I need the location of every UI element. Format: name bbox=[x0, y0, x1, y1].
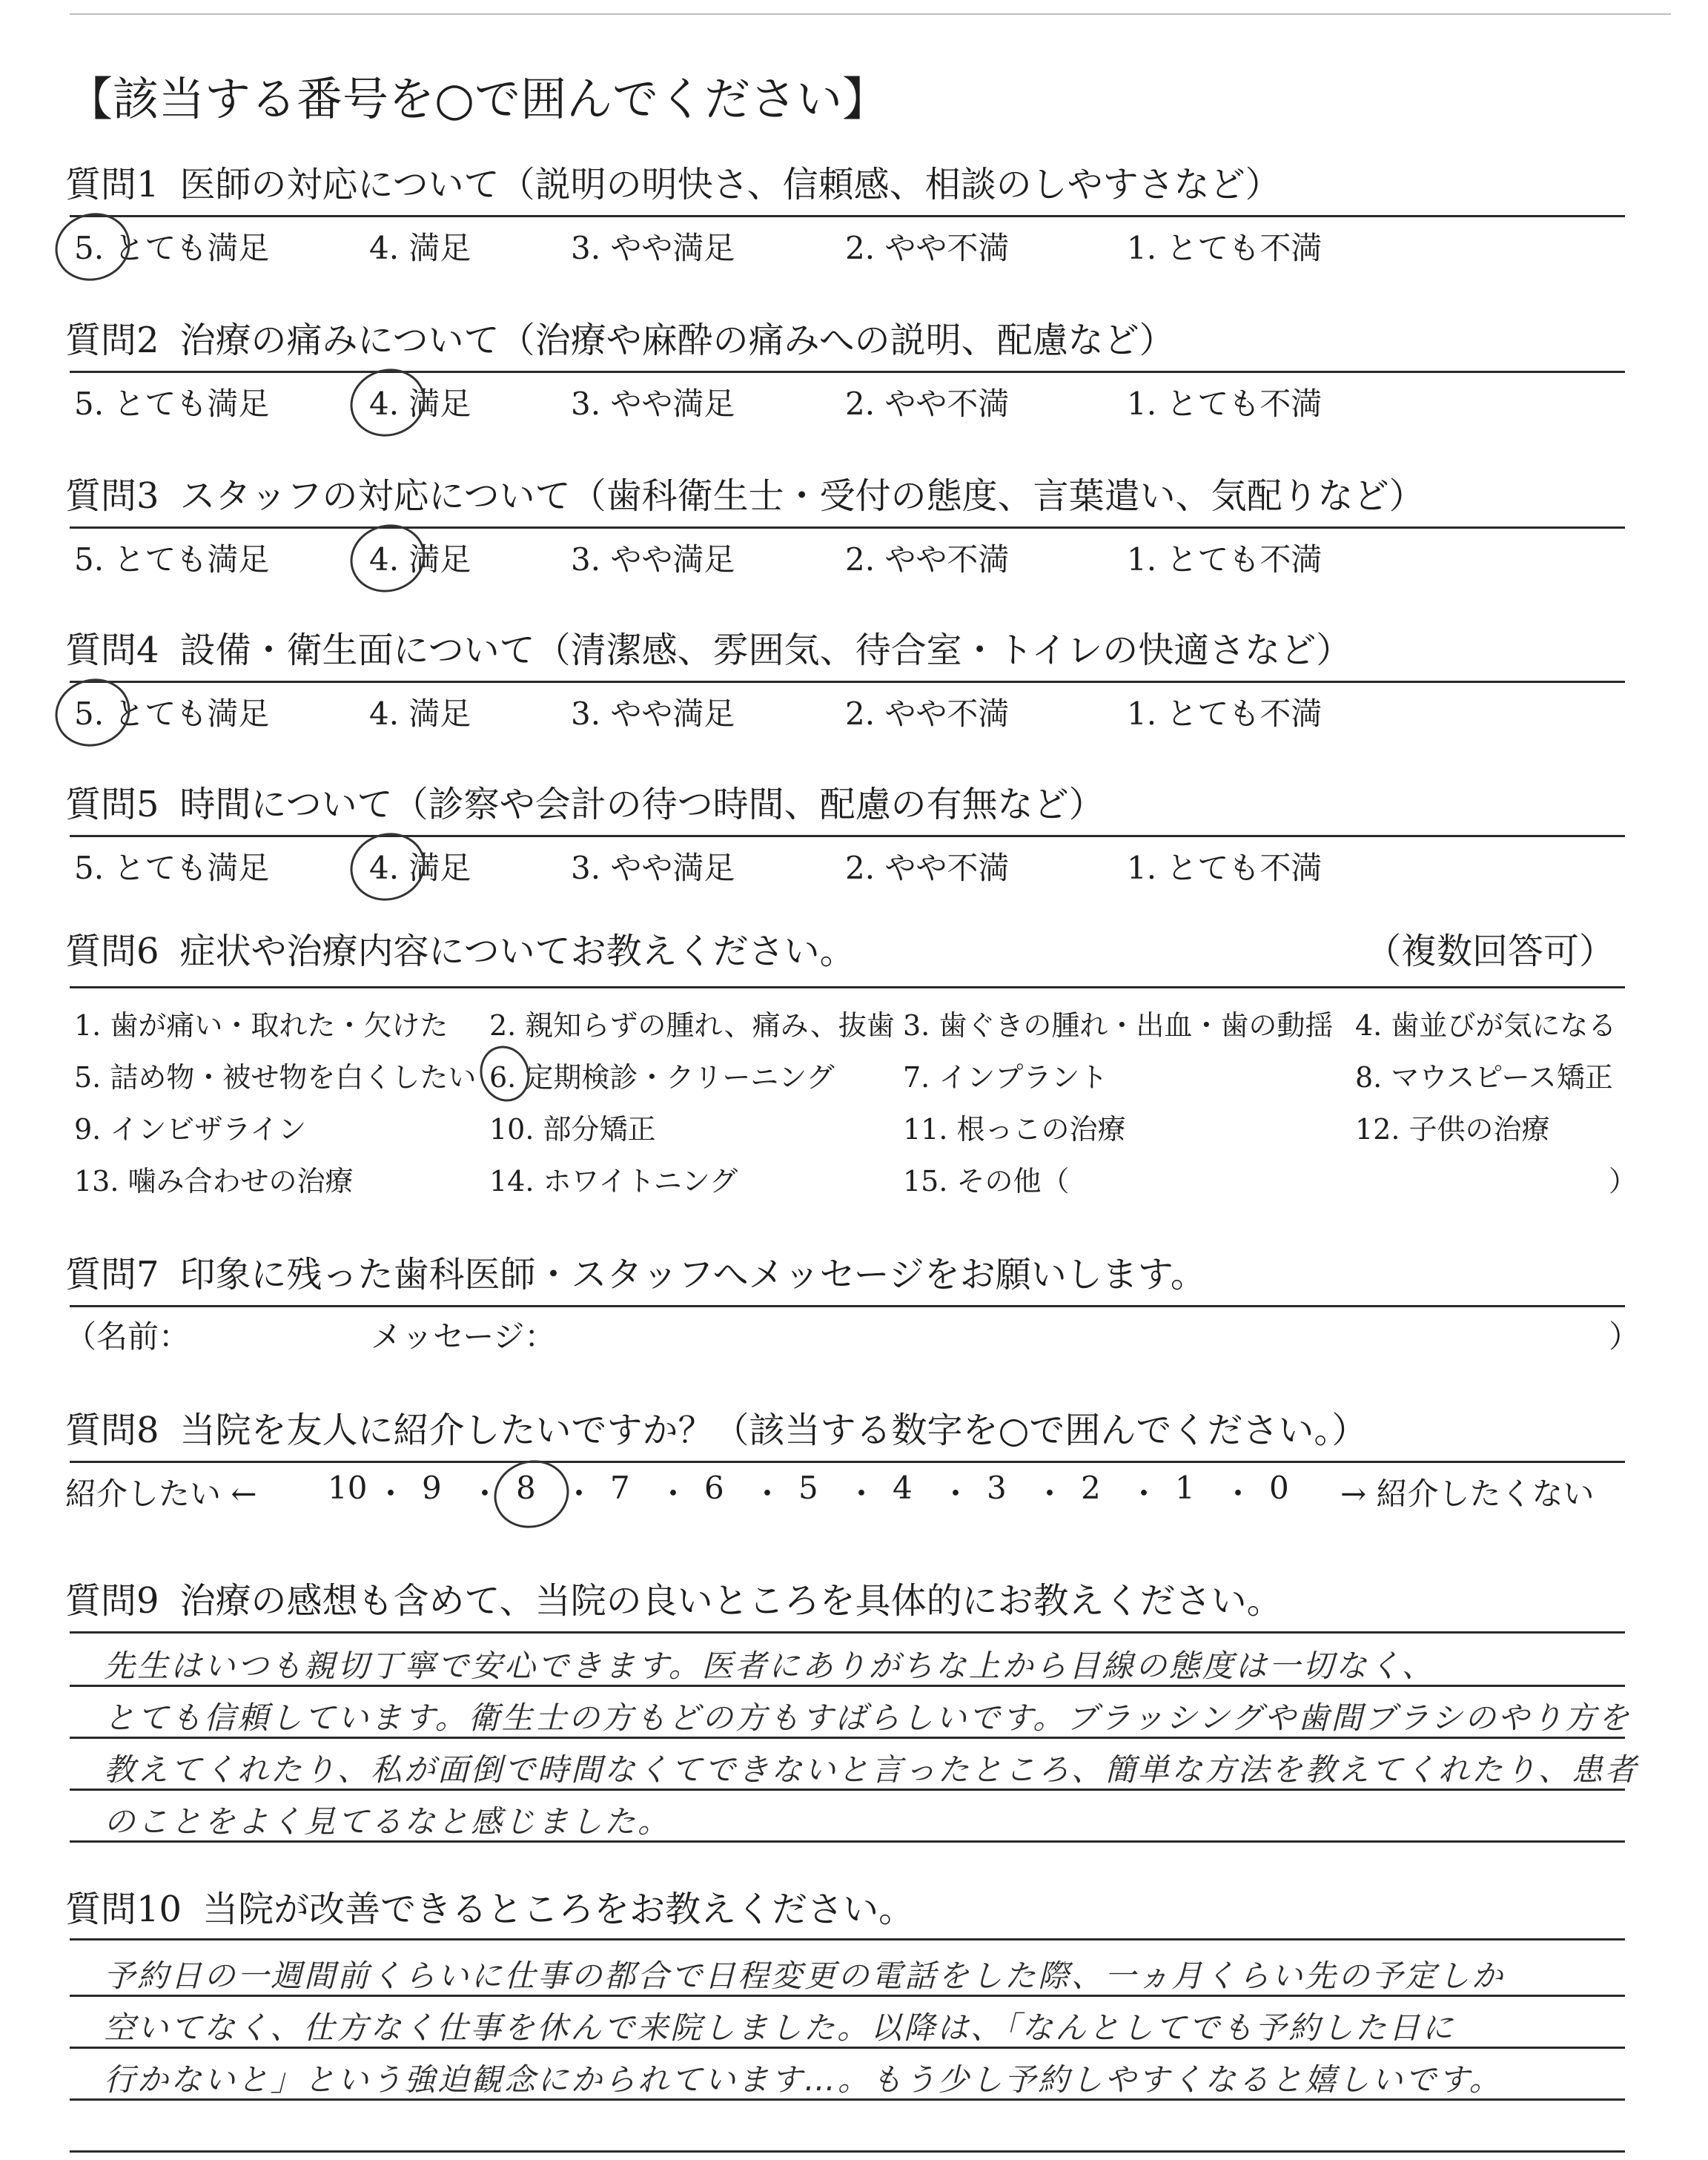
rating-option-1[interactable]: 1. とても不満 bbox=[1127, 541, 1323, 578]
multiple-answer-note: （複数回答可） bbox=[1365, 931, 1615, 972]
scale-separator: ・ bbox=[1222, 1476, 1254, 1512]
rating-options bbox=[0, 380, 1631, 432]
rating-options bbox=[0, 690, 1631, 742]
scale-value[interactable]: 6 bbox=[704, 1470, 724, 1506]
handwritten-answer-line: とても信頼しています。衛生士の方もどの方もすばらしいです。ブラッシングや歯間ブラシのやり方を bbox=[104, 1700, 1632, 1736]
scale-value[interactable]: 3 bbox=[987, 1470, 1007, 1506]
question-title: スタッフの対応について（歯科衛生士・受付の態度、言葉遣い、気配りなど） bbox=[179, 475, 1425, 517]
scale-value[interactable]: 8 bbox=[516, 1470, 536, 1506]
question-7-rule bbox=[70, 1305, 1625, 1307]
rating-option-4[interactable]: 4. 満足 bbox=[369, 696, 471, 732]
symptom-option[interactable]: 10. 部分矯正 bbox=[489, 1113, 656, 1146]
rating-options bbox=[0, 224, 1631, 276]
rating-option-2[interactable]: 2. やや不満 bbox=[845, 386, 1010, 422]
rating-option-2[interactable]: 2. やや不満 bbox=[845, 850, 1010, 886]
rating-option-5[interactable]: 5. とても満足 bbox=[74, 541, 270, 578]
scale-right-label: → 紹介したくない bbox=[1340, 1476, 1595, 1512]
question-8 bbox=[65, 1407, 1637, 1453]
scale-separator: ・ bbox=[846, 1476, 878, 1512]
answer-rule bbox=[70, 2150, 1625, 2153]
question-10 bbox=[65, 1886, 1637, 1932]
symptom-option[interactable]: 14. ホワイトニング bbox=[489, 1165, 738, 1198]
handwritten-answer-line: 教えてくれたり、私が面倒で時間なくてできないと言ったところ、簡単な方法を教えてくれたり、患者 bbox=[104, 1751, 1639, 1788]
rating-option-5[interactable]: 5. とても満足 bbox=[74, 850, 270, 886]
rating-option-5[interactable]: 5. とても満足 bbox=[74, 230, 270, 266]
answer-rule bbox=[70, 2047, 1625, 2049]
scale-value[interactable]: 0 bbox=[1269, 1470, 1289, 1506]
name-label: （名前： bbox=[65, 1318, 191, 1355]
rating-option-4[interactable]: 4. 満足 bbox=[369, 386, 471, 422]
question-number: 質問6 bbox=[65, 931, 159, 972]
question-9 bbox=[65, 1578, 1637, 1624]
answer-rule bbox=[70, 1840, 1625, 1843]
rating-option-3[interactable]: 3. やや満足 bbox=[571, 230, 735, 266]
symptom-option[interactable]: 2. 親知らずの腫れ、痛み、抜歯 bbox=[489, 1009, 895, 1042]
rating-option-3[interactable]: 3. やや満足 bbox=[571, 696, 735, 732]
other-close-paren: ） bbox=[1609, 1165, 1638, 1198]
scale-value[interactable]: 1 bbox=[1175, 1470, 1195, 1506]
scale-separator: ・ bbox=[752, 1476, 784, 1512]
question-title: 当院を友人に紹介したいですか？（該当する数字を○で囲んでください。） bbox=[179, 1410, 1368, 1451]
symptom-option[interactable]: 1. 歯が痛い・取れた・欠けた bbox=[74, 1009, 448, 1042]
selection-circle bbox=[473, 1040, 537, 1109]
message-label: メッセージ： bbox=[371, 1318, 556, 1355]
symptom-option[interactable]: 6. 定期検診・クリーニング bbox=[489, 1061, 835, 1094]
rating-option-4[interactable]: 4. 満足 bbox=[369, 541, 471, 578]
symptom-option[interactable]: 4. 歯並びが気になる bbox=[1355, 1009, 1617, 1042]
handwritten-answer-line: 予約日の一週間前くらいに仕事の都合で日程変更の電話をした際、一ヵ月くらい先の予定しか bbox=[104, 1958, 1506, 1994]
question-title: 症状や治療内容についてお教えください。 bbox=[179, 931, 855, 972]
rating-option-5[interactable]: 5. とても満足 bbox=[74, 386, 270, 422]
question-8-rule bbox=[70, 1461, 1625, 1463]
question-number: 質問9 bbox=[65, 1580, 159, 1622]
scale-value[interactable]: 5 bbox=[798, 1470, 818, 1506]
rating-option-1[interactable]: 1. とても不満 bbox=[1127, 850, 1323, 886]
scale-left-label: 紹介したい ← bbox=[65, 1476, 257, 1512]
scale-separator: ・ bbox=[1034, 1476, 1066, 1512]
answer-rule bbox=[70, 1685, 1625, 1687]
rating-option-3[interactable]: 3. やや満足 bbox=[571, 850, 735, 886]
rating-options bbox=[0, 844, 1631, 896]
scale-separator: ・ bbox=[469, 1476, 501, 1512]
rating-options bbox=[0, 535, 1631, 587]
question-9-rule bbox=[70, 1631, 1625, 1634]
question-2 bbox=[65, 317, 1637, 363]
question-number: 質問8 bbox=[65, 1410, 159, 1451]
question-4 bbox=[65, 627, 1637, 673]
answer-rule bbox=[70, 1789, 1625, 1791]
question-3-rule bbox=[70, 526, 1625, 529]
question-5 bbox=[65, 782, 1637, 828]
scale-separator: ・ bbox=[658, 1476, 689, 1512]
scale-separator: ・ bbox=[940, 1476, 972, 1512]
question-5-rule bbox=[70, 835, 1625, 837]
question-7 bbox=[65, 1252, 1637, 1298]
question-title: 治療の痛みについて（治療や麻酔の痛みへの説明、配慮など） bbox=[179, 320, 1175, 361]
scale-separator: ・ bbox=[1128, 1476, 1160, 1512]
scale-value[interactable]: 2 bbox=[1081, 1470, 1101, 1506]
question-6-rule bbox=[70, 986, 1625, 988]
symptom-option[interactable]: 8. マウスピース矯正 bbox=[1355, 1061, 1613, 1094]
question-10-rule bbox=[70, 1938, 1625, 1941]
question-title: 時間について（診察や会計の待つ時間、配慮の有無など） bbox=[179, 784, 1105, 825]
handwritten-answer-line: 行かないと」という強迫観念にかられています…。もう少し予約しやすくなると嬉しいです。 bbox=[104, 2061, 1503, 2098]
scale-value[interactable]: 9 bbox=[422, 1470, 442, 1506]
selection-circle bbox=[486, 1450, 578, 1537]
question-title: 当院が改善できるところをお教えください。 bbox=[202, 1889, 915, 1930]
rating-option-1[interactable]: 1. とても不満 bbox=[1127, 230, 1323, 266]
question-3 bbox=[65, 473, 1637, 519]
question-1 bbox=[65, 162, 1637, 208]
rating-option-4[interactable]: 4. 満足 bbox=[369, 850, 471, 886]
symptom-option[interactable]: 3. 歯ぐきの腫れ・出血・歯の動揺 bbox=[903, 1009, 1334, 1042]
question-number: 質問1 bbox=[65, 164, 159, 205]
rating-option-3[interactable]: 3. やや満足 bbox=[571, 386, 735, 422]
symptom-option[interactable]: 13. 噛み合わせの治療 bbox=[74, 1165, 354, 1198]
symptom-option[interactable]: 5. 詰め物・被せ物を白くしたい bbox=[74, 1061, 477, 1094]
rating-option-1[interactable]: 1. とても不満 bbox=[1127, 696, 1323, 732]
handwritten-answer-line: のことをよく見てるなと感じました。 bbox=[104, 1803, 672, 1840]
question-number: 質問10 bbox=[65, 1889, 182, 1930]
rating-option-5[interactable]: 5. とても満足 bbox=[74, 696, 270, 732]
rating-option-2[interactable]: 2. やや不満 bbox=[845, 230, 1010, 266]
scale-separator: ・ bbox=[375, 1476, 407, 1512]
scale-value[interactable]: 10 bbox=[328, 1470, 368, 1506]
answer-rule bbox=[70, 2098, 1625, 2101]
top-edge-line bbox=[70, 13, 1671, 15]
symptom-option[interactable]: 12. 子供の治療 bbox=[1355, 1113, 1550, 1146]
question-number: 質問2 bbox=[65, 320, 159, 361]
symptom-option[interactable]: 11. 根っこの治療 bbox=[903, 1113, 1126, 1146]
rating-option-4[interactable]: 4. 満足 bbox=[369, 230, 471, 266]
question-title: 印象に残った歯科医師・スタッフへメッセージをお願いします。 bbox=[179, 1254, 1206, 1295]
handwritten-answer-line: 先生はいつも親切丁寧で安心できます。医者にありがちな上から目線の態度は一切なく、 bbox=[104, 1648, 1435, 1684]
question-title: 設備・衛生面について（清潔感、雰囲気、待合室・トイレの快適さなど） bbox=[179, 630, 1352, 671]
symptom-option[interactable]: 9. インビザライン bbox=[74, 1113, 307, 1146]
answer-rule bbox=[70, 1737, 1625, 1739]
close-paren: ） bbox=[1609, 1318, 1641, 1355]
symptom-options bbox=[74, 1003, 1638, 1218]
question-title: 医師の対応について（説明の明快さ、信頼感、相談のしやすさなど） bbox=[179, 164, 1281, 205]
form-header: 【該当する番号を○で囲んでください】 bbox=[67, 72, 889, 126]
recommend-scale bbox=[65, 1470, 1637, 1514]
scale-value[interactable]: 4 bbox=[893, 1470, 913, 1506]
question-4-rule bbox=[70, 681, 1625, 683]
question-2-rule bbox=[70, 371, 1625, 373]
question-number: 質問5 bbox=[65, 784, 159, 825]
question-number: 質問7 bbox=[65, 1254, 159, 1295]
scale-separator: ・ bbox=[563, 1476, 595, 1512]
answer-rule bbox=[70, 1995, 1625, 1997]
symptom-option[interactable]: 15. その他（ bbox=[903, 1165, 1070, 1198]
scale-value[interactable]: 7 bbox=[610, 1470, 630, 1506]
question-title: 治療の感想も含めて、当院の良いところを具体的にお教えください。 bbox=[179, 1580, 1282, 1622]
question-number: 質問3 bbox=[65, 475, 159, 517]
rating-option-2[interactable]: 2. やや不満 bbox=[845, 696, 1010, 732]
rating-option-2[interactable]: 2. やや不満 bbox=[845, 541, 1010, 578]
handwritten-answer-line: 空いてなく、仕方なく仕事を休んで来院しました。以降は、「なんとしてでも予約した日に bbox=[104, 2009, 1456, 2046]
symptom-option[interactable]: 7. インプラント bbox=[903, 1061, 1108, 1094]
rating-option-3[interactable]: 3. やや満足 bbox=[571, 541, 735, 578]
question-6 bbox=[65, 928, 1637, 974]
question-number: 質問4 bbox=[65, 630, 159, 671]
question-1-rule bbox=[70, 215, 1625, 217]
rating-option-1[interactable]: 1. とても不満 bbox=[1127, 386, 1323, 422]
